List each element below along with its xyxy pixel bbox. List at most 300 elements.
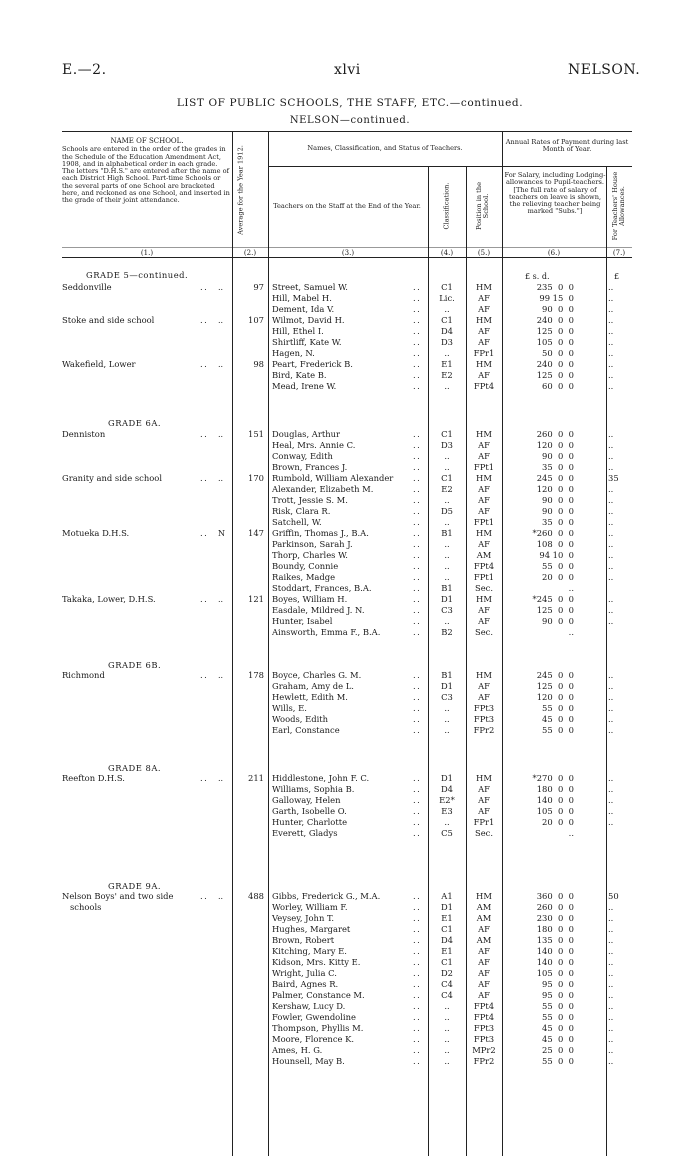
teacher-salary: 245 0 0 [536, 473, 574, 483]
teacher-name: Kitching, Mary E. [272, 946, 347, 956]
average-attendance: 151 [248, 429, 264, 439]
teacher-salary: 20 0 0 [542, 817, 574, 827]
teacher-position: FPr1 [473, 817, 495, 827]
house-allowance: .. [608, 1056, 614, 1066]
leader-dots: .. [413, 359, 422, 369]
teacher-name: Shirtliff, Kate W. [272, 337, 342, 347]
teacher-name: Kershaw, Lucy D. [272, 1001, 346, 1011]
teacher-salary: 360 0 0 [536, 891, 574, 901]
page-title: LIST OF PUBLIC SCHOOLS, THE STAFF, ETC.—continued. [176, 97, 524, 109]
leader-dots: .. [413, 891, 422, 901]
teacher-position: HM [476, 594, 492, 604]
teacher-classification: E2* [439, 795, 455, 805]
teacher-salary: 125 0 0 [536, 681, 574, 691]
leader-dots: .. [413, 979, 422, 989]
house-allowance: 35 [608, 473, 619, 483]
teacher-classification: E1 [441, 359, 453, 369]
teacher-classification: D2 [440, 968, 454, 978]
teacher-classification: .. [444, 725, 450, 735]
teacher-position: AF [478, 990, 490, 1000]
teacher-position: AF [478, 605, 490, 615]
teacher-name: Everett, Gladys [272, 828, 338, 838]
leader-dots: .. [413, 304, 422, 314]
teacher-position: AF [478, 495, 490, 505]
teacher-name: Gibbs, Frederick G., M.A. [272, 891, 381, 901]
teacher-classification: C5 [441, 828, 453, 838]
teacher-position: AF [478, 326, 490, 336]
leader-dots: .. [200, 473, 209, 483]
teacher-name: Hagen, N. [272, 348, 315, 358]
teacher-salary: 125 0 0 [536, 370, 574, 380]
teacher-name: Moore, Florence K. [272, 1034, 355, 1044]
leader-dots: .. [413, 293, 422, 303]
leader-dots: .. [413, 473, 422, 483]
teacher-name: Fowler, Gwendoline [272, 1012, 356, 1022]
house-allowance: .. [608, 440, 614, 450]
house-allowance-header: For Teachers' House Allowances. [611, 171, 626, 241]
teacher-classification: .. [444, 1045, 450, 1055]
leader-dots: .. [413, 451, 422, 461]
house-allowance: .. [608, 550, 614, 560]
leader-dots: .. [413, 561, 422, 571]
teacher-salary: .. [568, 627, 574, 637]
teacher-classification: C3 [441, 605, 453, 615]
school-name: Wakefield, Lower [62, 359, 136, 369]
house-allowance: .. [608, 517, 614, 527]
teacher-salary: 230 0 0 [536, 913, 574, 923]
teacher-salary: 180 0 0 [536, 784, 574, 794]
teacher-classification: D4 [440, 935, 454, 945]
names-classification-header: Names, Classification, and Status of Teachers. [307, 144, 463, 152]
teacher-salary: 95 0 0 [542, 990, 574, 1000]
leader-dots: .. [200, 359, 209, 369]
leader-dots: .. [413, 806, 422, 816]
leader-dots: .. [200, 282, 209, 292]
colnum-rule [62, 247, 632, 248]
teacher-name: Graham, Amy de L. [272, 681, 354, 691]
teacher-name: Williams, Sophia B. [272, 784, 355, 794]
leader-dots: .. [413, 583, 422, 593]
col-rule-2 [268, 131, 269, 1156]
teacher-salary: 260 0 0 [536, 902, 574, 912]
leader-dots: .. [413, 990, 422, 1000]
teacher-salary: 90 0 0 [542, 451, 574, 461]
teacher-name: Heal, Mrs. Annie C. [272, 440, 356, 450]
house-allowance: .. [608, 806, 614, 816]
classification-header: Classification. [442, 182, 451, 230]
house-allowance: .. [608, 616, 614, 626]
house-allowance: .. [608, 528, 614, 538]
bracket-mark: .. [218, 774, 224, 783]
teacher-position: HM [476, 773, 492, 783]
col-rule-3 [428, 166, 429, 1156]
teacher-position: AF [478, 293, 490, 303]
house-allowance: .. [608, 1001, 614, 1011]
teacher-name: Hughes, Margaret [272, 924, 351, 934]
teacher-salary: .. [568, 828, 574, 838]
teacher-position: AF [478, 979, 490, 989]
teacher-salary: 95 0 0 [542, 979, 574, 989]
teacher-name: Wilmot, David H. [272, 315, 345, 325]
house-allowance: .. [608, 539, 614, 549]
average-attendance: 211 [248, 773, 264, 783]
teacher-position: AF [478, 506, 490, 516]
teacher-name: Boyce, Charles G. M. [272, 670, 362, 680]
leader-dots: .. [413, 670, 422, 680]
average-attendance: 121 [248, 594, 264, 604]
leader-dots: .. [413, 550, 422, 560]
teacher-classification: D1 [440, 773, 454, 783]
teacher-classification: .. [444, 714, 450, 724]
bracket-mark: .. [218, 474, 224, 483]
teacher-name: Brown, Robert [272, 935, 335, 945]
house-allowance: .. [608, 594, 614, 604]
teacher-classification: C4 [441, 990, 453, 1000]
teacher-position: AM [476, 935, 492, 945]
house-allowance: .. [608, 773, 614, 783]
leader-dots: .. [413, 605, 422, 615]
teacher-salary: 120 0 0 [536, 484, 574, 494]
house-allowance: .. [608, 359, 614, 369]
teacher-salary: 135 0 0 [536, 935, 574, 945]
col-num-2: (2.) [243, 249, 257, 257]
teacher-name: Ainsworth, Emma F., B.A. [272, 627, 381, 637]
average-attendance: 170 [248, 473, 264, 483]
leader-dots: .. [413, 1056, 422, 1066]
payment-subheader-rule [502, 166, 632, 167]
teacher-classification: .. [444, 495, 450, 505]
teacher-salary: 50 0 0 [542, 348, 574, 358]
teacher-position: FPt4 [473, 561, 495, 571]
teacher-salary: 94 10 0 [539, 550, 574, 560]
leader-dots: .. [200, 528, 209, 538]
teacher-classification: C1 [441, 957, 453, 967]
teacher-salary: 45 0 0 [542, 1034, 574, 1044]
teacher-classification: .. [444, 550, 450, 560]
teacher-classification: B1 [441, 528, 453, 538]
teacher-classification: C1 [441, 429, 453, 439]
teacher-position: FPt3 [473, 1023, 495, 1033]
teacher-classification: C1 [441, 473, 453, 483]
house-allowance: .. [608, 605, 614, 615]
house-allowance: .. [608, 817, 614, 827]
teacher-classification: .. [444, 381, 450, 391]
teacher-salary: 55 0 0 [542, 561, 574, 571]
leader-dots: .. [413, 946, 422, 956]
school-name: Motueka D.H.S. [62, 528, 130, 538]
teacher-classification: .. [444, 703, 450, 713]
teacher-classification: .. [444, 348, 450, 358]
house-allowance: .. [608, 462, 614, 472]
teacher-name: Easdale, Mildred J. N. [272, 605, 365, 615]
house-allowance: .. [608, 282, 614, 292]
leader-dots: .. [200, 891, 209, 901]
school-name: Nelson Boys' and two side [62, 891, 174, 901]
leader-dots: .. [413, 773, 422, 783]
table-header-bottom-rule [62, 257, 632, 258]
col-num-5: (5.) [477, 249, 491, 257]
teacher-salary: 20 0 0 [542, 572, 574, 582]
teacher-position: AF [478, 337, 490, 347]
teacher-name: Baird, Agnes R. [272, 979, 339, 989]
bracket-mark: N [218, 529, 225, 538]
teacher-position: AF [478, 692, 490, 702]
leader-dots: .. [413, 528, 422, 538]
school-name-cont: schools [70, 902, 102, 912]
leader-dots: .. [413, 924, 422, 934]
teacher-salary: 240 0 0 [536, 359, 574, 369]
teacher-name: Dement, Ida V. [272, 304, 335, 314]
header-page-number: xlvi [334, 62, 361, 78]
teacher-name: Peart, Frederick B. [272, 359, 353, 369]
teacher-position: AF [478, 946, 490, 956]
teacher-position: FPr1 [473, 348, 495, 358]
school-name: Reefton D.H.S. [62, 773, 125, 783]
leader-dots: .. [413, 484, 422, 494]
teacher-name: Thompson, Phyllis M. [272, 1023, 364, 1033]
teacher-salary: 45 0 0 [542, 714, 574, 724]
school-name: Denniston [62, 429, 106, 439]
teacher-classification: D1 [440, 902, 454, 912]
leader-dots: .. [413, 517, 422, 527]
teacher-salary: 99 15 0 [539, 293, 574, 303]
teacher-name: Douglas, Arthur [272, 429, 341, 439]
leader-dots: .. [413, 348, 422, 358]
teacher-position: FPt1 [473, 517, 495, 527]
house-allowance: .. [608, 1012, 614, 1022]
teacher-classification: .. [444, 572, 450, 582]
teacher-name: Hewlett, Edith M. [272, 692, 348, 702]
leader-dots: .. [413, 902, 422, 912]
teacher-salary: 45 0 0 [542, 1023, 574, 1033]
leader-dots: .. [413, 784, 422, 794]
leader-dots: .. [413, 681, 422, 691]
leader-dots: .. [413, 957, 422, 967]
teacher-position: AF [478, 968, 490, 978]
leader-dots: .. [413, 572, 422, 582]
teacher-classification: D5 [440, 506, 454, 516]
leader-dots: .. [200, 429, 209, 439]
grade-heading: GRADE 9A. [108, 881, 162, 891]
teacher-name: Worley, William F. [272, 902, 348, 912]
teacher-position: FPt1 [473, 572, 495, 582]
house-allowance: .. [608, 935, 614, 945]
school-name: Richmond [62, 670, 105, 680]
teacher-position: AF [478, 806, 490, 816]
teacher-position: AF [478, 304, 490, 314]
teacher-salary: 245 0 0 [536, 670, 574, 680]
teacher-position: Sec. [474, 583, 494, 593]
house-allowance: .. [608, 495, 614, 505]
teacher-salary: 25 0 0 [542, 1045, 574, 1055]
teacher-position: HM [476, 429, 492, 439]
teacher-salary: 55 0 0 [542, 725, 574, 735]
teacher-name: Hiddlestone, John F. C. [272, 773, 370, 783]
leader-dots: .. [413, 282, 422, 292]
teacher-classification: D4 [440, 784, 454, 794]
bracket-mark: .. [218, 316, 224, 325]
house-allowance: .. [608, 968, 614, 978]
teacher-position: AM [476, 550, 492, 560]
col-num-6: (6.) [547, 249, 561, 257]
house-allowance: .. [608, 990, 614, 1000]
teacher-salary: 120 0 0 [536, 440, 574, 450]
bracket-mark: .. [218, 283, 224, 292]
teacher-classification: D3 [440, 337, 454, 347]
teacher-position: MPr2 [472, 1045, 496, 1055]
teacher-salary: .. [568, 583, 574, 593]
teacher-salary: 90 0 0 [542, 304, 574, 314]
teacher-classification: D4 [440, 326, 454, 336]
house-allowance: .. [608, 670, 614, 680]
col-rule-6 [606, 166, 607, 1156]
teacher-salary: 90 0 0 [542, 495, 574, 505]
house-allowance: 50 [608, 891, 619, 901]
teacher-position: FPr2 [473, 1056, 495, 1066]
leader-dots: .. [413, 703, 422, 713]
money-units: £ s. d. [525, 272, 550, 281]
teacher-position: AF [478, 681, 490, 691]
leader-dots: .. [200, 594, 209, 604]
house-allowance: .. [608, 293, 614, 303]
pound-unit: £ [614, 272, 620, 281]
teacher-salary: 260 0 0 [536, 429, 574, 439]
leader-dots: .. [413, 725, 422, 735]
house-allowance: .. [608, 304, 614, 314]
teacher-position: FPt1 [473, 462, 495, 472]
teacher-classification: B2 [441, 627, 453, 637]
leader-dots: .. [413, 828, 422, 838]
col-rule-5 [502, 131, 503, 1156]
teacher-name: Raikes, Madge [272, 572, 336, 582]
leader-dots: .. [413, 326, 422, 336]
teacher-name: Earl, Constance [272, 725, 340, 735]
teacher-classification: .. [444, 1001, 450, 1011]
bracket-mark: .. [218, 671, 224, 680]
teacher-position: HM [476, 473, 492, 483]
house-allowance: .. [608, 681, 614, 691]
house-allowance: .. [608, 1023, 614, 1033]
teacher-name: Alexander, Elizabeth M. [272, 484, 374, 494]
leader-dots: .. [413, 539, 422, 549]
house-allowance: .. [608, 902, 614, 912]
page-subtitle: NELSON—continued. [289, 115, 411, 126]
teacher-name: Bird, Kate B. [272, 370, 327, 380]
teacher-name: Trott, Jessie S. M. [272, 495, 348, 505]
teacher-classification: .. [444, 561, 450, 571]
teacher-name: Brown, Frances J. [272, 462, 348, 472]
col-num-3: (3.) [341, 249, 355, 257]
teacher-name: Hunter, Isabel [272, 616, 333, 626]
col-num-1: (1.) [140, 249, 154, 257]
leader-dots: .. [413, 594, 422, 604]
teacher-classification: .. [444, 1023, 450, 1033]
average-attendance: 178 [248, 670, 264, 680]
teacher-classification: .. [444, 616, 450, 626]
teacher-salary: 60 0 0 [542, 381, 574, 391]
teachers-header: Teachers on the Staff at the End of the Year. [273, 202, 421, 210]
teacher-position: FPt3 [473, 703, 495, 713]
teacher-salary: 105 0 0 [536, 968, 574, 978]
average-attendance: 488 [248, 891, 264, 901]
teacher-classification: A1 [441, 891, 453, 901]
payment-header: Annual Rates of Payment during last Month of Year. [505, 138, 629, 154]
teacher-name: Boyes, William H. [272, 594, 348, 604]
leader-dots: .. [413, 506, 422, 516]
teacher-classification: C4 [441, 979, 453, 989]
teacher-salary: 240 0 0 [536, 315, 574, 325]
teacher-salary: *245 0 0 [532, 594, 574, 604]
average-attendance: 147 [248, 528, 264, 538]
teacher-classification: .. [444, 304, 450, 314]
teacher-name: Garth, Isobelle O. [272, 806, 347, 816]
average-attendance: 97 [253, 282, 264, 292]
teacher-classification: Lic. [439, 293, 455, 303]
teacher-classification: .. [444, 1056, 450, 1066]
teacher-salary: 108 0 0 [536, 539, 574, 549]
teacher-position: AF [478, 784, 490, 794]
teacher-classification: C3 [441, 692, 453, 702]
teacher-classification: D3 [440, 440, 454, 450]
leader-dots: .. [413, 968, 422, 978]
teacher-position: Sec. [474, 828, 494, 838]
teacher-classification: E1 [441, 913, 453, 923]
house-allowance: .. [608, 484, 614, 494]
teacher-name: Hounsell, May B. [272, 1056, 345, 1066]
house-allowance: .. [608, 1045, 614, 1055]
house-allowance: .. [608, 506, 614, 516]
house-allowance: .. [608, 725, 614, 735]
teacher-name: Conway, Edith [272, 451, 333, 461]
teacher-position: FPt4 [473, 381, 495, 391]
house-allowance: .. [608, 946, 614, 956]
teacher-name: Galloway, Helen [272, 795, 341, 805]
teacher-salary: 180 0 0 [536, 924, 574, 934]
house-allowance: .. [608, 1034, 614, 1044]
teacher-position: HM [476, 670, 492, 680]
teacher-name: Stoddart, Frances, B.A. [272, 583, 372, 593]
col-num-7: (7.) [612, 249, 626, 257]
teacher-position: AF [478, 484, 490, 494]
leader-dots: .. [200, 315, 209, 325]
teacher-classification: .. [444, 539, 450, 549]
teacher-salary: *270 0 0 [532, 773, 574, 783]
teacher-classification: .. [444, 817, 450, 827]
leader-dots: .. [413, 337, 422, 347]
house-allowance: .. [608, 572, 614, 582]
teacher-name: Mead, Irene W. [272, 381, 337, 391]
header-right: NELSON. [568, 62, 641, 78]
house-allowance: .. [608, 326, 614, 336]
teacher-salary: 140 0 0 [536, 795, 574, 805]
leader-dots: .. [413, 1001, 422, 1011]
teacher-classification: B1 [441, 583, 453, 593]
house-allowance: .. [608, 561, 614, 571]
leader-dots: .. [200, 670, 209, 680]
teacher-salary: 90 0 0 [542, 616, 574, 626]
teacher-name: Thorp, Charles W. [272, 550, 348, 560]
teacher-salary: 125 0 0 [536, 605, 574, 615]
house-allowance: .. [608, 979, 614, 989]
teacher-position: AM [476, 913, 492, 923]
leader-dots: .. [413, 440, 422, 450]
leader-dots: .. [413, 381, 422, 391]
teacher-position: AF [478, 539, 490, 549]
teacher-position: AF [478, 440, 490, 450]
teacher-salary: 55 0 0 [542, 703, 574, 713]
house-allowance: .. [608, 348, 614, 358]
leader-dots: .. [413, 692, 422, 702]
